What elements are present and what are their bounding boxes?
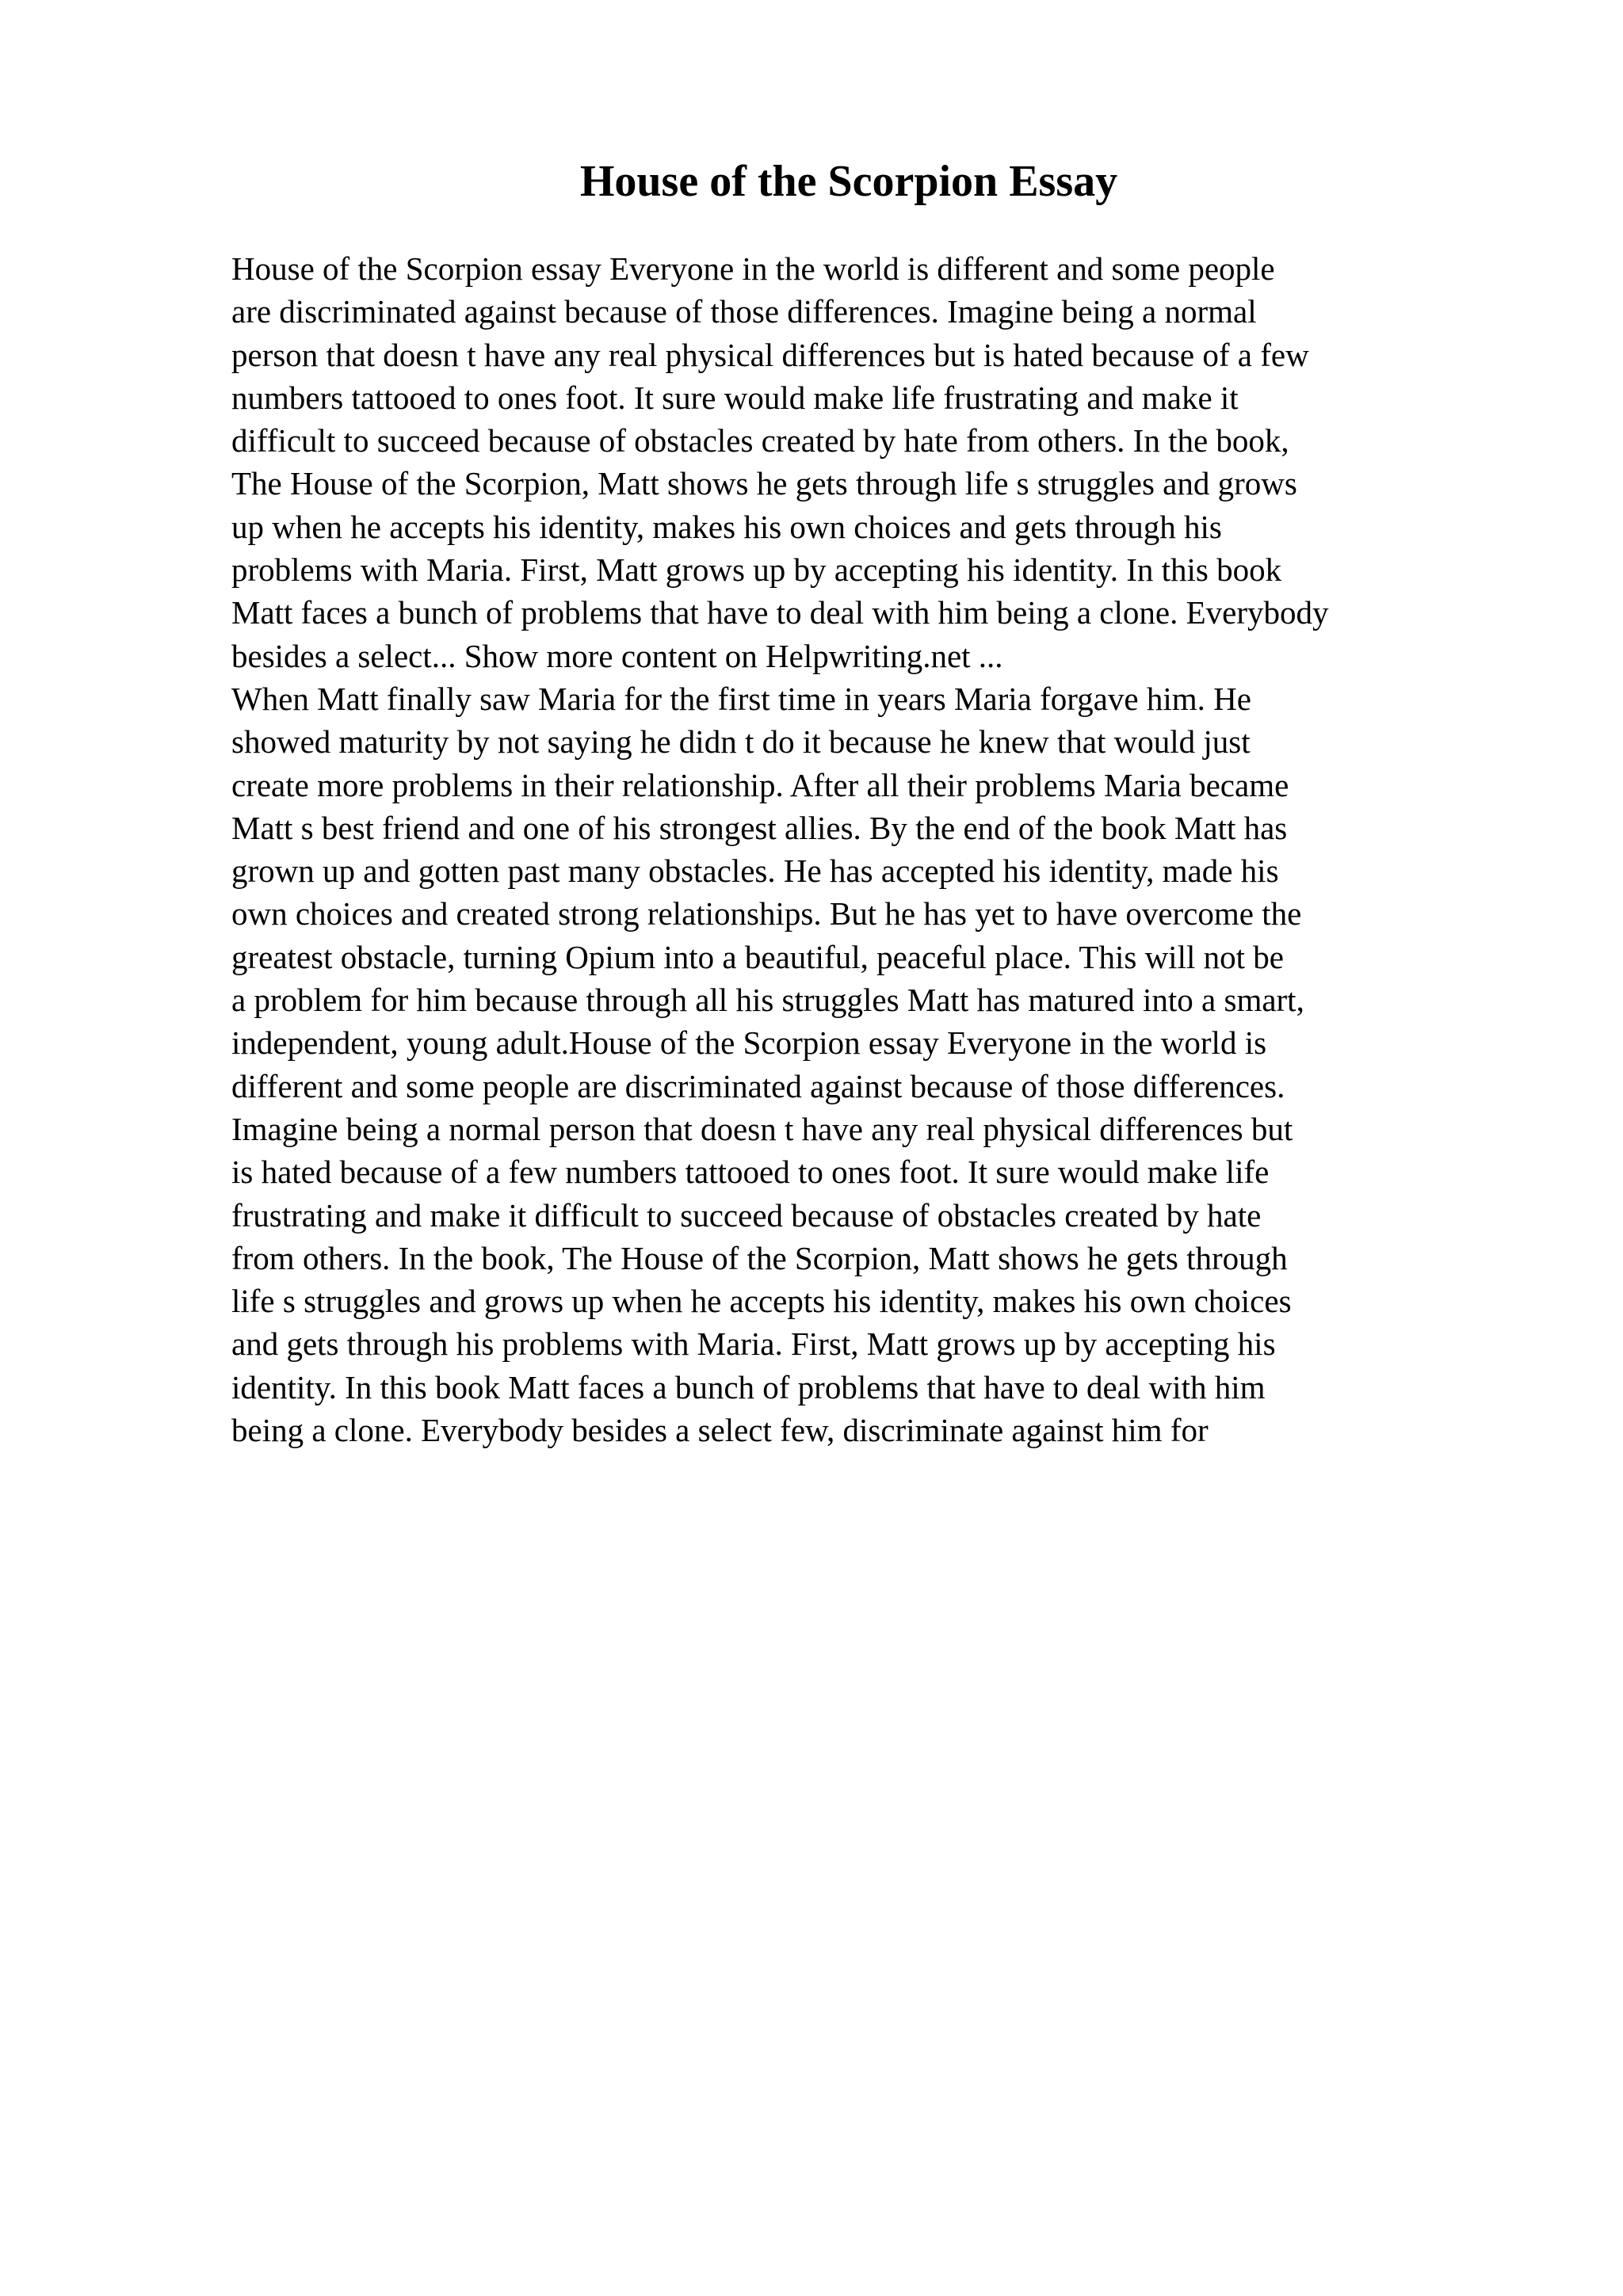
essay-line: identity. In this book Matt faces a bunch of problems that have to deal with him <box>231 1368 1266 1405</box>
essay-line: When Matt finally saw Maria for the first time in years Maria forgave him. He <box>231 680 1251 717</box>
essay-line: House of the Scorpion essay Everyone in the world is different and some people <box>231 250 1275 287</box>
essay-line: difficult to succeed because of obstacles created by hate from others. In the book, <box>231 422 1289 460</box>
essay-line: frustrating and make it difficult to succeed because of obstacles created by hate <box>231 1196 1262 1234</box>
essay-line: Imagine being a normal person that doesn t have any real physical differences but <box>231 1110 1293 1147</box>
essay-body <box>231 247 1531 1451</box>
essay-line: own choices and created strong relationships. But he has yet to have overcome the <box>231 895 1302 933</box>
essay-line: greatest obstacle, turning Opium into a beautiful, peaceful place. This will not be <box>231 938 1284 975</box>
essay-line: person that doesn t have any real physical differences but is hated because of a few <box>231 336 1309 373</box>
essay-line: are discriminated against because of those differences. Imagine being a normal <box>231 293 1257 330</box>
essay-line: create more problems in their relationship. After all their problems Maria became <box>231 766 1289 803</box>
essay-line: grown up and gotten past many obstacles. He has accepted his identity, made his <box>231 852 1279 890</box>
essay-line: besides a select... Show more content on Helpwriting.net ... <box>231 637 1003 674</box>
essay-title: House of the Scorpion Essay <box>579 157 1118 206</box>
essay-line: The House of the Scorpion, Matt shows he gets through life s struggles and grows <box>231 465 1297 502</box>
essay-line: different and some people are discriminated against because of those differences. <box>231 1067 1285 1104</box>
essay-line: problems with Maria. First, Matt grows up by accepting his identity. In this book <box>231 551 1282 589</box>
essay-line: independent, young adult.House of the Scorpion essay Everyone in the world is <box>231 1024 1267 1062</box>
essay-line: numbers tattooed to ones foot. It sure would make life frustrating and make it <box>231 379 1239 416</box>
essay-line: life s struggles and grows up when he accepts his identity, makes his own choices <box>231 1283 1292 1320</box>
essay-line: up when he accepts his identity, makes his own choices and gets through his <box>231 508 1222 545</box>
essay-line: Matt s best friend and one of his strongest allies. By the end of the book Matt has <box>231 809 1288 846</box>
essay-line: is hated because of a few numbers tattooed to ones foot. It sure would make life <box>231 1154 1270 1191</box>
essay-line: showed maturity by not saying he didn t do it because he knew that would just <box>231 723 1251 761</box>
essay-line: from others. In the book, The House of the Scorpion, Matt shows he gets through <box>231 1239 1288 1276</box>
essay-line: being a clone. Everybody besides a select few, discriminate against him for <box>231 1412 1209 1449</box>
essay-line: and gets through his problems with Maria. First, Matt grows up by accepting his <box>231 1325 1276 1363</box>
essay-line: a problem for him because through all his struggles Matt has matured into a smart, <box>231 982 1304 1019</box>
essay-line: Matt faces a bunch of problems that have to deal with him being a clone. Everybody <box>231 594 1329 631</box>
